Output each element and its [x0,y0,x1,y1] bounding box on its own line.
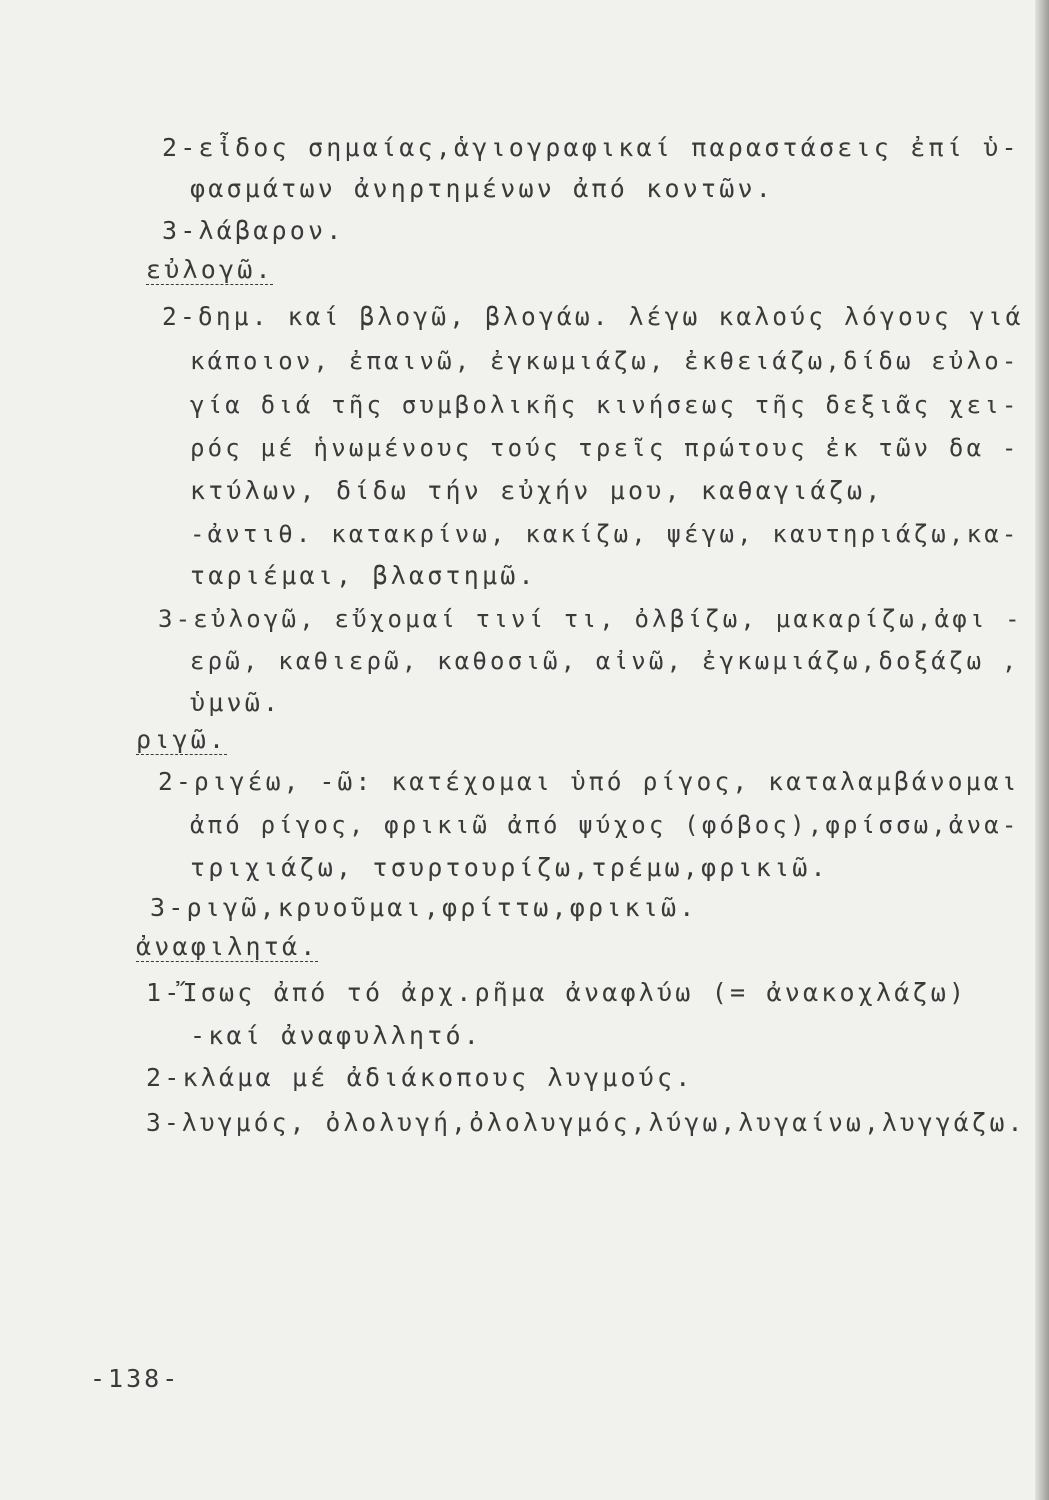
text-line-23: 2-κλάμα μέ ἀδιάκοπους λυγμούς. [146,1063,694,1092]
entry-heading-anafilita: ἀναφιλητά. [136,932,319,961]
text-line-1: 2-εἶδος σημαίας,ἁγιογραφικαί παραστάσεις ἐπί ὑ- [162,133,1020,162]
text-line-3: 3-λάβαρον. [162,216,345,245]
text-line-9: κτύλων, δίδω τήν εὐχήν μου, καθαγιάζω, [190,476,884,505]
text-line-24: 3-λυγμός, ὀλολυγή,ὀλολυγμός,λύγω,λυγαίνω,λυγγάζω. [146,1108,1026,1137]
text-line-6: κάποιον, ἐπαινῶ, ἐγκωμιάζω, ἐκθειάζω,δίδω εὐλο- [190,347,1020,375]
text-line-10: -ἀντιθ. κατακρίνω, κακίζω, ψέγω, καυτηριάζω,κα- [190,520,1020,548]
text-line-14: ὑμνῶ. [190,688,282,717]
entry-heading-evlogo: εὐλογῶ. [146,255,274,284]
text-line-18: τριχιάζω, τσυρτουρίζω,τρέμω,φρικιῶ. [190,853,829,882]
page-number: -138- [90,1364,181,1393]
text-line-12: 3-εὐλογῶ, εὔχομαί τινί τι, ὀλβίζω, μακαρίζω,ἀφι - [158,605,1023,633]
entry-heading-rigo: ριγῶ. [136,725,228,754]
text-line-16: 2-ριγέω, -ῶ: κατέχομαι ὑπό ρίγος, καταλαμβάνομαι [158,767,1020,796]
text-line-8: ρός μέ ἡνωμένους τούς τρεῖς πρώτους ἐκ τῶν δα - [190,434,1020,462]
text-line-22: -καί ἀναφυλλητό. [190,1021,483,1050]
text-line-11: ταριέμαι, βλαστημῶ. [190,561,537,590]
scan-edge [1035,0,1049,1500]
text-line-17: ἀπό ρίγος, φρικιῶ ἀπό ψύχος (φόβος),φρίσσω,ἀνα- [190,811,1020,839]
text-line-19: 3-ριγῶ,κρυοῦμαι,φρίττω,φρικιῶ. [150,893,698,922]
text-line-5: 2-δημ. καί βλογῶ, βλογάω. λέγω καλούς λόγους γιά [162,302,1024,331]
text-line-2: φασμάτων ἀνηρτημένων ἀπό κοντῶν. [190,174,775,203]
text-line-21: 1-Ἴσως ἀπό τό ἀρχ.ρῆμα ἀναφλύω (= ἀνακοχλάζω) [146,978,968,1007]
text-line-7: γία διά τῆς συμβολικῆς κινήσεως τῆς δεξιᾶς χει- [190,391,1020,419]
text-line-13: ερῶ, καθιερῶ, καθοσιῶ, αἰνῶ, ἐγκωμιάζω,δοξάζω , [190,647,1020,675]
